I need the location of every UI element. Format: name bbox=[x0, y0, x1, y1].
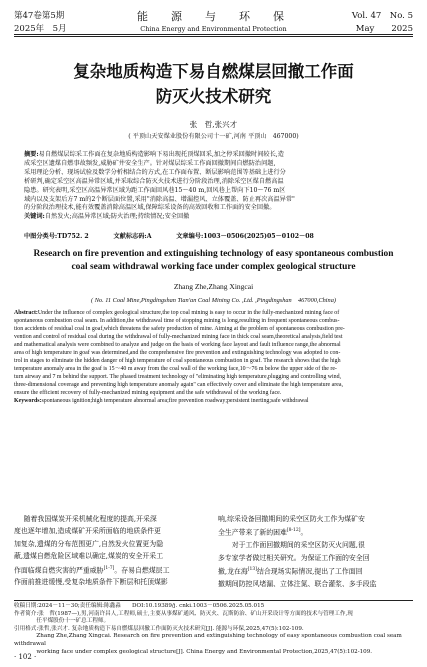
authors-en: Zhang Zhe,Zhang Xingcai bbox=[173, 282, 254, 291]
body-line: 作面前推进缓慢,受复杂地质条件下断层和托顶煤影 bbox=[14, 578, 168, 587]
footnote-line: Zhang Zhe,Zhang Xingcai. Research on fire prevention and extinguishing technology of easy spontaneous combustion coal seam withdrawal bbox=[14, 633, 402, 647]
footnote-line: 作者简介:张 哲(1987—),男,河南许昌人,工程师,硕士,主要从事煤矿通风、防灭火、瓦斯防治、矿山开采设计等方面的技术与管理工作,现 bbox=[14, 610, 353, 617]
body-line: 多专家学者做过相关研究。为保证工作面的安全回 bbox=[218, 553, 370, 562]
abstract-en-line: three-dimensional coverage and preventing high temperature anomaly again" can effectively cover and eliminate the high temperature area, bbox=[14, 382, 343, 388]
classification-meta-cn: 中图分类号:TD752. 2 文献标志码:A 文章编号:1003－0506(2025)05－0102－08 bbox=[24, 233, 314, 240]
abstract-en-line: vention and control of residual coal during the withdrawal of fully-mechanized mining face in thick coal seam,theoretical analysis,field test bbox=[14, 334, 343, 340]
abstract-cn-line: 的分阶段治理技术,能有效覆盖消除高温区域,保障综采设备的高效回收和工作面的安全回撤。 bbox=[24, 204, 276, 212]
title-en-line-1: Research on fire prevention and extinguishing technology of easy spontaneous combustion bbox=[33, 249, 394, 259]
abstract-cn-line: 易自燃煤层综采工作面在复杂地质构造影响下易出现托顶煤回采,加之停采回撤时间较长,造 bbox=[38, 151, 284, 158]
abstract-en-line: spontaneous combustion coal seam. In addition,the withdrawal time of stopping mining is long,resulting in frequent spontaneous combus- bbox=[14, 318, 340, 324]
body-right-column bbox=[218, 513, 413, 590]
body-line: 全生产带来了新的困难 bbox=[218, 528, 287, 537]
abstract-cn-line: 析研判,确定采空区高温异常区域,并采取综合防灭火技术进行分阶段治理,消除采空区煤自燃高温 bbox=[24, 177, 284, 185]
affiliation-en: ( No. 11 Coal Mine,Pingdingshan Tian'an Coal Mining Co. ,Ltd. ,Pingdingshan 467000,China) bbox=[91, 297, 336, 304]
abstract-cn-line: 域内以及支架后方7 m的2个断层面位置,采用"消除高温、增漏控风、立体覆盖、防止再次高温异常" bbox=[24, 195, 295, 203]
body-line: 对于工作面回撤期间的采空区防灭火问题,很 bbox=[218, 541, 365, 550]
affiliation-cn: ( 平顶山天安煤业股份有限公司十一矿,河南 平顶山 467000) bbox=[128, 133, 299, 140]
title-cn-line-1: 复杂地质构造下易自燃煤层回撤工作面 bbox=[73, 62, 354, 81]
body-line-tail: 。存易自燃煤层工 bbox=[114, 565, 170, 574]
abstract-en-line: trol in stages to eliminate the hidden danger of high temperature of coal spontaneous combustion in goaf. The research shows that the high bbox=[14, 358, 341, 364]
footnote-line: 收稿日期:2024－11－30;责任编辑:陈鑫淼 DOI:10.19389/j. cnki.1003－0506.2025.05.015 bbox=[14, 603, 265, 609]
abstract-cn-label: 摘要: bbox=[24, 151, 39, 158]
authors-cn: 张 哲,张兴才 bbox=[189, 120, 238, 129]
body-left-column bbox=[14, 513, 209, 589]
body-line-tail: 结合现场实际情况,提出了工作面回 bbox=[257, 567, 363, 576]
footnote-line: 引用格式:张哲,张兴才. 复杂地质构造下易自燃煤层回撤工作面防灭火技术研究[J]. 能源与环保,2025,47(5):102-109. bbox=[14, 625, 304, 632]
body-line: 响,综采设备回撤期间的采空区防火工作为煤矿安 bbox=[218, 515, 365, 523]
citation-ref: [1-7] bbox=[103, 565, 115, 571]
footer-rule bbox=[14, 600, 413, 601]
abstract-cn-line: 采用理论分析、现场试验及数学分析相结合的方式,在工作面布置、断层影响范围等基础上进行分 bbox=[24, 168, 286, 176]
body-line: 撤,龙在海 bbox=[218, 567, 248, 576]
abstract-cn bbox=[24, 151, 406, 222]
journal-name-en: China Energy and Environmental Protection bbox=[140, 25, 287, 33]
keywords-cn: 自然发火;高温异常区域;防火治理;持续情况;安全回撤 bbox=[44, 213, 190, 221]
header-rule-1 bbox=[14, 34, 413, 35]
keywords-en: spontaneous ignition;high temperature abnormal area;fire prevention roadway;persistent inerting;safe withdrawal bbox=[41, 398, 309, 404]
body-line: 作面临煤自燃灾害的严重威胁 bbox=[14, 565, 104, 574]
abstract-en-line: turn airway and 7 m behind the support. The phased treatment technology of "eliminating high temperature,plugging and controlling wind, bbox=[14, 374, 342, 380]
body-line-tail: 。 bbox=[300, 528, 308, 537]
header-rule-2 bbox=[14, 36, 413, 37]
date-cn: 2025年 5月 bbox=[14, 24, 67, 34]
title-en-line-2: coal seam withdrawal working face under complex geological structure bbox=[71, 262, 356, 272]
abstract-en-line: temperature anomaly area in the goaf is 15～40 m away from the coal wall of the working face,10～76 m below the upper side of the re- bbox=[14, 366, 337, 372]
abstract-en-line: tion accidents of residual coal in goaf,which threatens the safety production of mine. Aiming at the problem of spontaneous combustion pre- bbox=[14, 326, 345, 332]
footnote-line: working face under complex geological structure[J]. China Energy and Environmental Protection,2025,47(5):102-109. bbox=[14, 648, 373, 655]
body-line: 撤期间防控风堵漏、立体注氮、联合灌浆、多手段监 bbox=[218, 579, 377, 588]
footnotes bbox=[14, 603, 413, 656]
title-cn-line-2: 防灭火技术研究 bbox=[155, 87, 272, 106]
date-en: May 2025 bbox=[355, 24, 413, 34]
citation-ref: [8-12] bbox=[286, 528, 301, 534]
keywords-cn-label: 关键词: bbox=[24, 213, 45, 221]
journal-name-cn: 能 源 与 环 保 bbox=[137, 10, 290, 23]
abstract-en-line: Under the influence of complex geological structure,the top coal mining is easy to occur in the fully-mechanized mining face of bbox=[37, 310, 340, 316]
page-number: · 102 · bbox=[14, 653, 37, 661]
footnote-line: 任平煤股份十一矿总工程师。 bbox=[14, 618, 110, 625]
citation-ref: [13] bbox=[247, 566, 258, 572]
body-line: 蔽,遗煤自燃危险区域难以确定,煤炭的安全开采工 bbox=[14, 552, 164, 561]
body-line: 随着我国煤炭开采机械化程度的提高,开采深 bbox=[23, 515, 157, 523]
keywords-en-label: Keywords: bbox=[14, 398, 42, 404]
abstract-en-line: and mathematical analysis were combined to analyze and judge on the basis of working face layout and fault influence range,the abnormal bbox=[14, 342, 341, 348]
body-line: 加复杂,遗煤的分布范围更广,自然发火位置更为隐 bbox=[14, 539, 164, 548]
abstract-en-label: Abstract: bbox=[14, 310, 38, 316]
abstract-en-line: ensure the efficient recovery of fully-mechanized mining equipment and the safe withdrawal of the working face. bbox=[14, 390, 282, 396]
volume-issue-en: Vol. 47 No. 5 bbox=[351, 11, 413, 21]
body-line: 度也逐年增加,造成煤矿开采所面临的地质条件更 bbox=[14, 527, 161, 536]
abstract-cn-line: 隐患。研究表明,采空区高温异常区域为距工作面回风巷15～40 m,回风巷上帮向下10～76 m区 bbox=[24, 186, 286, 194]
abstract-cn-line: 成采空区遗煤自燃事故频发,威胁矿井安全生产。针对煤层综采工作面回撤期间自燃防治问题, bbox=[24, 159, 276, 167]
abstract-en-line: area of high temperature in goaf was determined,and the comprehensive fire prevention and extinguishing technology was adopted to con- bbox=[14, 350, 341, 356]
abstract-en bbox=[14, 309, 413, 405]
volume-issue-cn: 第47卷第5期 bbox=[14, 11, 65, 21]
